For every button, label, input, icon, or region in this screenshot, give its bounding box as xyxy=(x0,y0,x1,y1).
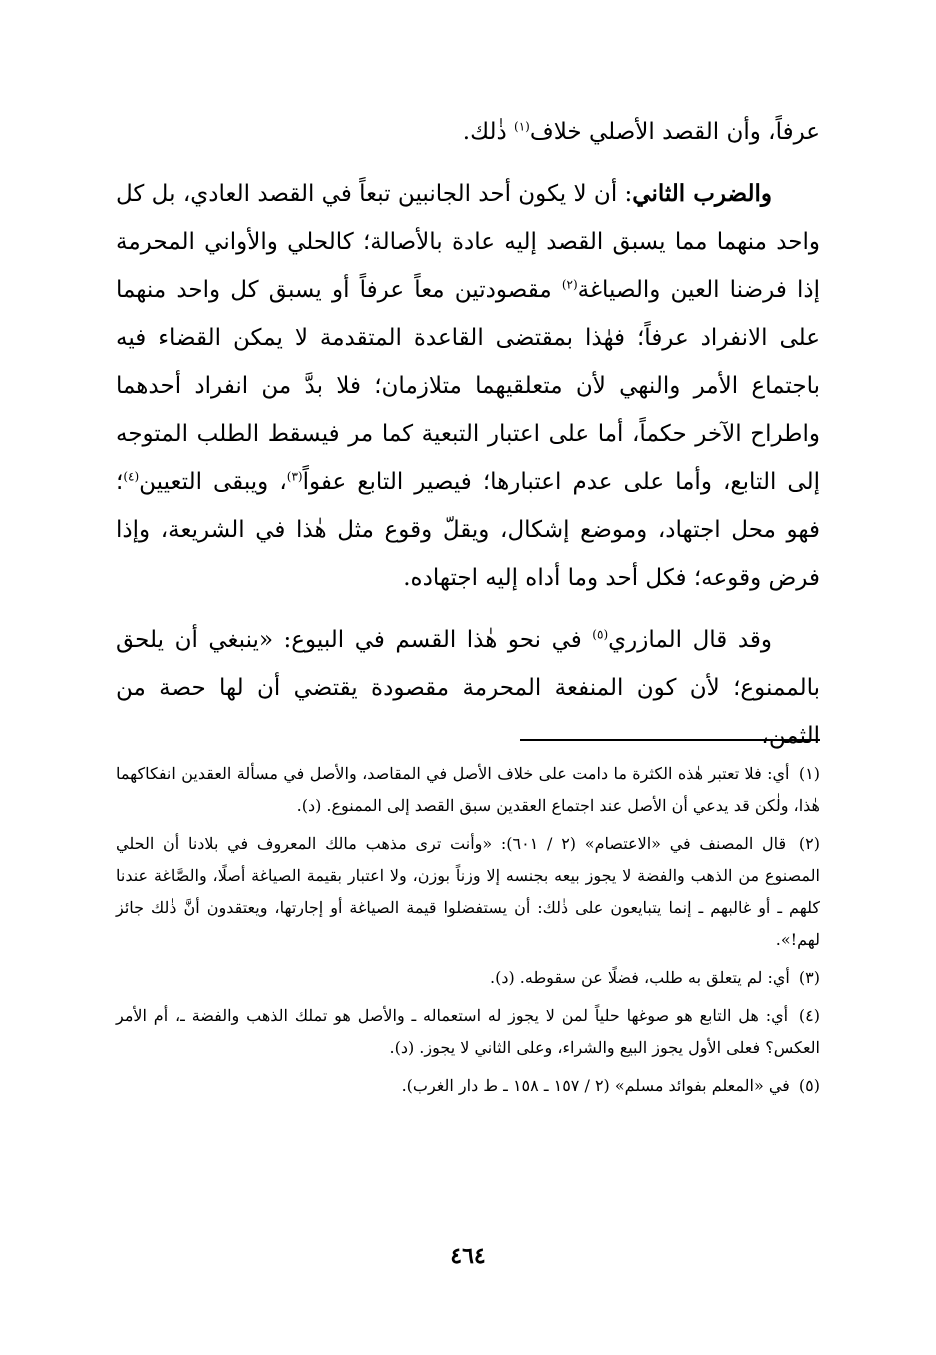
footnote-5 xyxy=(116,1070,820,1102)
paragraph-2 xyxy=(116,170,820,602)
footnote-text: أي: فلا تعتبر هٰذه الكثرة ما دامت على خلاف الأصل في المقاصد، والأصل في مسألة العقدين انفكاكهما هٰذا، ولٰكن قد يدعي أن الأصل عند اجتماع العقدين سبق القصد إلى الممنوع. (د). xyxy=(116,764,820,815)
paragraph-1 xyxy=(116,108,820,156)
paragraph-3-text-a: وقد قال المازري xyxy=(608,627,772,653)
footnote-1 xyxy=(116,758,820,822)
footnote-2 xyxy=(116,828,820,956)
footnote-text: أي: هل التابع هو صوغها حلياً لمن لا يجوز له استعماله ـ والأصل هو تملك الذهب والفضة ـ، أم الأمر العكس؟ فعلى الأول يجوز البيع والشراء، وعلى الثاني لا يجوز. (د). xyxy=(116,1006,820,1057)
footnote-ref-3[interactable]: (٣) xyxy=(286,469,303,484)
paragraph-2-lead: والضرب الثاني xyxy=(632,180,773,207)
footnote-ref-4[interactable]: (٤) xyxy=(123,469,140,484)
footnotes xyxy=(116,758,820,1108)
footnote-ref-2[interactable]: (٢) xyxy=(561,277,578,292)
footnote-text: أي: لم يتعلق به طلب، فضلًا عن سقوطه. (د). xyxy=(490,968,790,987)
footnote-3 xyxy=(116,962,820,994)
footnote-number: (٤) xyxy=(798,1006,820,1025)
footnote-number: (١) xyxy=(798,764,820,783)
paragraph-1-text: عرفاً، وأن القصد الأصلي خلاف xyxy=(529,119,820,145)
paragraph-2-text-d: ؛ فهو محل اجتهاد، وموضع إشكال، ويقلّ وقوع مثل هٰذا في الشريعة، وإذا فرض وقوعه؛ فكل أحد وما أداه إليه اجتهاده. xyxy=(116,469,820,591)
footnote-4 xyxy=(116,1000,820,1064)
paragraph-2-text-b: مقصودتين معاً عرفاً أو يسبق كل واحد منهما على الانفراد عرفاً؛ فهٰذا بمقتضى القاعدة المتقدمة لا يمكن القضاء فيه باجتماع الأمر والنهي لأن متعلقيهما متلازمان؛ فلا بدَّ من انفراد أحدهما واطراح الآخر حكماً، أما على اعتبار التبعية كما مر فيسقط الطلب المتوجه إلى التابع، وأما على عدم اعتبارها؛ فيصير التابع عفواً xyxy=(116,277,821,495)
page-number: ٤٦٤ xyxy=(450,1243,486,1269)
paragraph-3-text-b: في نحو هٰذا القسم في البيوع: «ينبغي أن يلحق بالممنوع؛ لأن كون المنفعة المحرمة مقصودة يقتضي أن لها حصة من الثمن، xyxy=(116,627,820,749)
footnote-ref-5[interactable]: (٥) xyxy=(592,627,609,642)
footnote-ref-1[interactable]: (١) xyxy=(514,119,530,134)
footnote-number: (٢) xyxy=(798,834,821,853)
footnote-number: (٥) xyxy=(798,1076,820,1095)
footnote-text: في «المعلم بفوائد مسلم» (٢ / ١٥٧ ـ ١٥٨ ـ ط دار الغرب). xyxy=(401,1076,790,1095)
main-text xyxy=(116,108,820,760)
footnote-number: (٣) xyxy=(798,968,820,987)
paragraph-1-tail: ذٰلك. xyxy=(462,119,515,145)
paragraph-2-text-c: ، ويبقى التعيين xyxy=(139,469,287,495)
footnote-separator xyxy=(520,739,820,741)
paragraph-2-text-a: : أن لا يكون أحد الجانبين تبعاً في القصد العادي، بل كل واحد منهما مما يسبق القصد إليه عادة بالأصالة؛ كالحلي والأواني المحرمة إذا فرضنا العين والصياغة xyxy=(116,181,820,303)
footnote-text: قال المصنف في «الاعتصام» (٢ / ٦٠١): «وأنت ترى مذهب مالك المعروف في بلادنا أن الحلي المصنوع من الذهب والفضة لا يجوز بيعه بجنسه إلا وزناً بوزن، ولا اعتبار بقيمة الصياغة أصلًا، والصَّاغة عندنا كلهم ـ أو غالبهم ـ إنما يتبايعون على ذٰلك: أن يستفضلوا قيمة الصياغة أو إجارتها، ويعتقدون أنَّ ذٰلك جائز لهم!». xyxy=(116,834,820,949)
